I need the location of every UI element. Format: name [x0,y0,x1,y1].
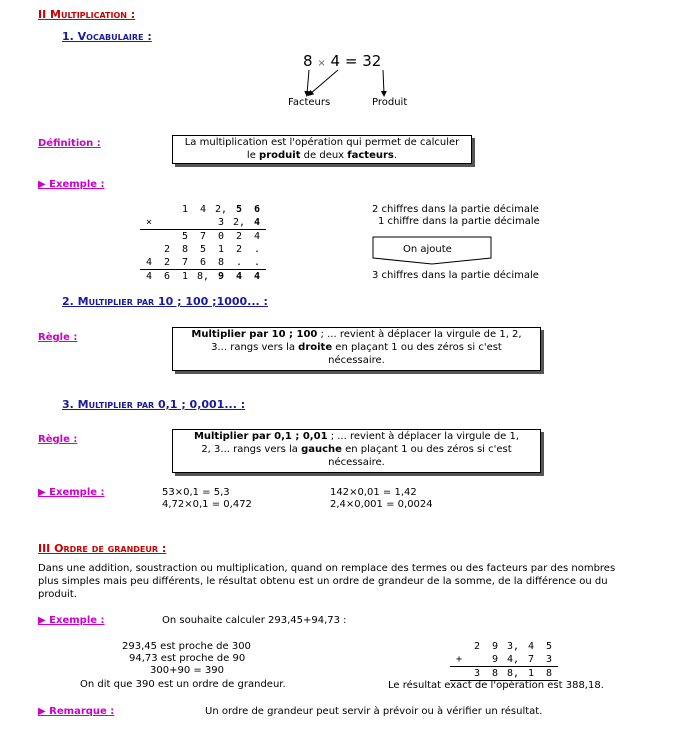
regle1-label: Règle : [38,332,78,343]
example3-text: On souhaite calculer 293,45+94,73 : [162,615,347,626]
subsection-multiplier-10: 2. Multiplier par 10 ; 100 ;1000... : [62,295,268,308]
calc-digit: 5 [181,231,189,242]
example-line-2: 4,72×0,1 = 0,472 [162,499,252,510]
factor-b: 4 [330,52,341,70]
calc-digit: 5 [545,641,553,652]
subsection-multiplier-01: 3. Multiplier par 0,1 ; 0,001... : [62,398,246,411]
calc-digit: 3, [506,641,520,652]
example-line-4: 2,4×0,001 = 0,0024 [330,499,433,510]
product-label: Produit [372,97,408,108]
calc-digit: 9 [486,653,504,667]
remarque-label: ▶ Remarque : [38,706,115,717]
multiplication-calc [140,203,266,283]
calc-digit: 4 [235,271,243,282]
calc-digit: 2 [158,256,176,270]
calc-digit: 2 [163,244,171,255]
calc-digit [194,216,212,230]
times-sign: × [317,58,326,69]
definition-line-2: le produit de deux facteurs. [246,150,398,161]
calc-digit: . [248,256,266,270]
section3-paragraph: Dans une addition, soustraction ou multiplication, quand on remplace des termes ou des facteurs par des nombres plus simples mais peu différents, le résultat obtenu est un ordre de grandeur de la somme, de la différence ou du produit. [38,563,616,600]
calc-digit [140,243,158,256]
calc-digit: 3 [468,667,486,681]
calc-digit [176,216,194,230]
calc-digit: 6 [163,271,171,282]
note-2: 1 chiffre dans la partie décimale [378,216,540,227]
calc-digit: 8, [504,667,522,681]
calc-digit: 4 [140,256,158,270]
regle2-label: Règle : [38,434,78,445]
estimate-line-1: 293,45 est proche de 300 [122,641,251,652]
calc-digit [158,216,176,230]
regle1-box: Multiplier par 10 ; 100 ; ... revient à déplacer la virgule de 1, 2, 3... rangs vers la droite en plaçant 1 ou des zéros si c'est nécessaire. [172,327,541,371]
section-title: II Multiplication : [38,8,136,21]
note-3: 3 chiffres dans la partie décimale [372,270,539,281]
estimate-line-4: On dit que 390 est un ordre de grandeur. [80,679,286,690]
calc-digit [450,640,468,653]
calc-digit: 1 [217,244,225,255]
subsection-vocabulaire: 1. Vocabulaire : [62,30,152,43]
calc-digit: 6 [253,204,261,215]
calc-digit [158,203,176,216]
calc-digit: 5 [235,204,243,215]
calc-digit: 0 [217,231,225,242]
calc-digit: 4 [253,231,261,242]
calc-digit: 1 [181,271,189,282]
calc-digit: 4 [253,271,261,282]
calc-digit: 1 [522,667,540,681]
calc-digit: 4, [504,653,522,667]
regle2-box: Multiplier par 0,1 ; 0,01 ; ... revient à déplacer la virgule de 1, 2, 3... rangs vers la gauche en plaçant 1 ou des zéros si c'est nécessaire. [172,429,541,473]
calc-digit: 9 [217,271,225,282]
product-value: 32 [362,52,382,70]
estimate-line-3: 300+90 = 390 [150,665,225,676]
calc-digit: 3 [212,216,230,230]
calc-digit: 8, [196,271,210,282]
calc-digit [468,653,486,667]
calc-digit: 4 [199,204,207,215]
calc-digit: 6 [194,256,212,270]
factor-a: 8 [303,52,313,70]
calc-digit: 5 [199,244,207,255]
calc-digit: 7 [176,256,194,270]
example3-label: ▶ Exemple : [38,615,105,626]
on-ajoute-label: On ajoute [403,244,452,255]
section3-title: III Ordre de grandeur : [38,542,167,555]
calc-digit [140,203,158,216]
calc-digit: 8 [212,256,230,270]
calc-digit: 2, [214,204,228,215]
exact-result: Le résultat exact de l'opération est 388,18. [388,680,604,691]
calc-digit: 2 [473,641,481,652]
calc-digit: . [253,244,261,255]
example-label: ▶ Exemple : [38,179,105,190]
calc-digit: 1 [181,204,189,215]
calc-digit: 3 [540,653,558,667]
calc-digit: 9 [491,641,499,652]
calc-digit: 4 [248,216,266,230]
calc-digit: 2, [230,216,248,230]
definition-label: Définition : [38,138,101,149]
calc-digit: 4 [527,641,535,652]
calc-digit: 7 [522,653,540,667]
definition-box [172,135,472,164]
definition-line-1: La multiplication est l'opération qui permet de calculer [184,137,460,148]
calc-digit [158,230,176,244]
calc-digit: 2 [235,231,243,242]
addition-calc [450,640,558,681]
calc-digit: 8 [181,244,189,255]
calc-digit: 8 [486,667,504,681]
estimate-line-2: 94,73 est proche de 90 [129,653,246,664]
note-1: 2 chiffres dans la partie décimale [372,204,539,215]
example2-label: ▶ Exemple : [38,487,105,498]
vocabulary-arrows [280,68,420,100]
example-line-1: 53×0,1 = 5,3 [162,487,230,498]
remarque-text: Un ordre de grandeur peut servir à prévoir ou à vérifier un résultat. [205,706,543,717]
example-line-3: 142×0,01 = 1,42 [330,487,417,498]
equals-sign: = [344,52,358,70]
calc-digit: 4 [145,271,153,282]
calc-digit [140,230,158,244]
calc-digit: 7 [199,231,207,242]
calc-digit: 2 [235,244,243,255]
calc-digit [450,667,468,681]
calc-digit: × [140,216,158,230]
factors-label: Facteurs [288,97,331,108]
calc-digit: . [230,256,248,270]
calc-digit: + [450,653,468,667]
calc-digit: 8 [540,667,558,681]
